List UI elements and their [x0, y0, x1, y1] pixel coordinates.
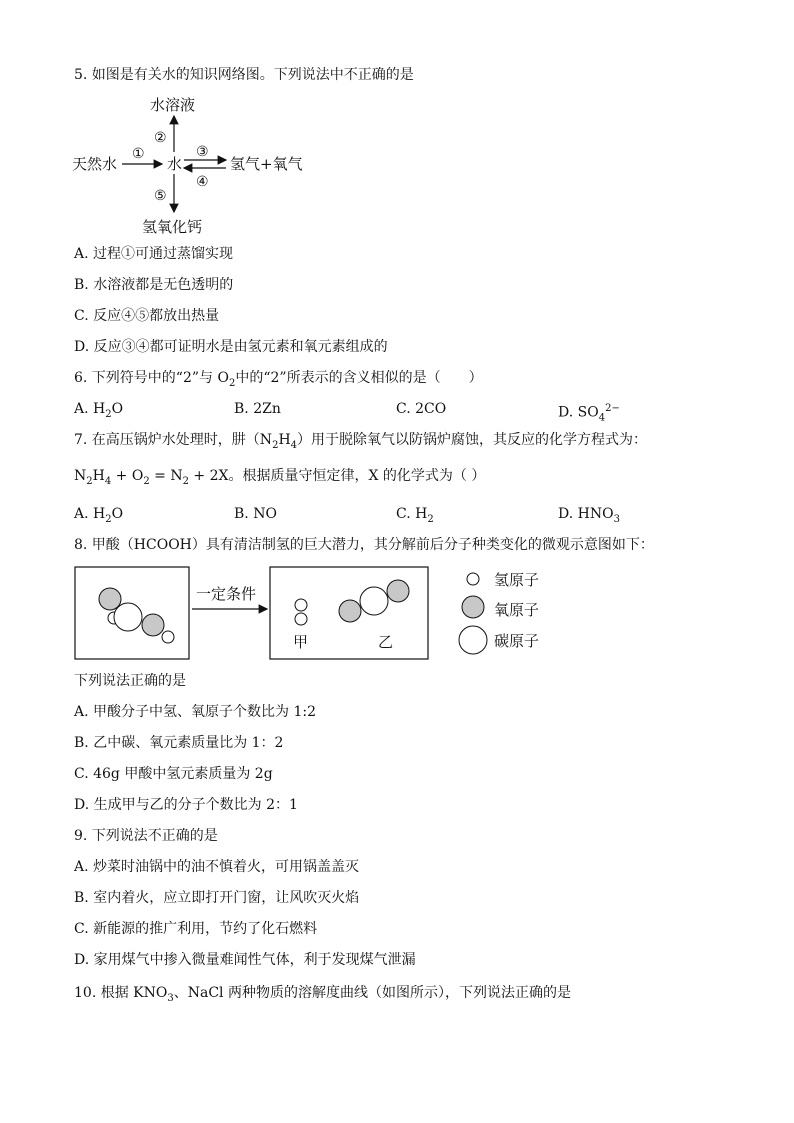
oxygen-atom	[99, 588, 121, 610]
q5-water-network-diagram	[70, 92, 320, 240]
q9-option-b: B. 室内着火，应立即打开门窗，让风吹灭火焰	[74, 890, 360, 906]
legend-oxygen-icon	[462, 596, 484, 618]
legend-hydrogen-icon	[467, 573, 479, 585]
product-jia-label: 甲	[293, 633, 309, 651]
q8-lead: 下列说法正确的是	[74, 673, 186, 689]
num-2: ②	[154, 130, 167, 146]
q9-option-a: A. 炒菜时油锅中的油不慎着火，可用锅盖盖灭	[74, 859, 360, 875]
q8-option-d: D. 生成甲与乙的分子个数比为 2：1	[74, 797, 298, 813]
legend-hydrogen-label: 氢原子	[494, 571, 540, 589]
q5-option-c: C. 反应④⑤都放出热量	[74, 308, 220, 324]
q5-stem: 5. 如图是有关水的知识网络图。下列说法中不正确的是	[74, 67, 414, 83]
q7-stem: 7. 在高压锅炉水处理时，肼$(N_2H_4)$用于脱除氧气以防锅炉腐蚀，其反应的化学方程式为：	[74, 432, 648, 451]
num-1: ①	[132, 146, 145, 162]
product-yi-label: 乙	[378, 633, 394, 651]
q5-option-a: A. 过程①可通过蒸馏实现	[74, 246, 234, 262]
q9-stem: 9. 下列说法不正确的是	[74, 828, 218, 844]
hydrogen-atom	[162, 631, 174, 643]
oxygen-atom	[387, 580, 409, 602]
diagram-left-label: 天然水	[72, 155, 118, 173]
diagram-bottom-label: 氢氧化钙	[142, 218, 203, 236]
q7-option-c: C. $H_2$	[396, 506, 434, 525]
carbon-atom	[360, 587, 388, 615]
diagram-top-label: 水溶液	[150, 96, 196, 114]
hydrogen-atom	[295, 613, 307, 625]
carbon-atom	[114, 603, 142, 631]
diagram-center-label: 水	[167, 155, 183, 173]
q10-stem: 10. 根据 $KNO_3$、NaCl 两种物质的溶解度曲线（如图所示），下列说法正确的是	[74, 985, 571, 1004]
q9-option-c: C. 新能源的推广利用，节约了化石燃料	[74, 921, 318, 937]
num-5: ⑤	[154, 188, 167, 204]
num-4: ④	[196, 174, 209, 190]
q8-stem: 8. 甲酸（HCOOH）具有清洁制氢的巨大潜力，其分解前后分子种类变化的微观示意图如下：	[74, 537, 654, 553]
q8-option-b: B. 乙中碳、氧元素质量比为 1：2	[74, 735, 284, 751]
q7-equation: $N_2H_4 + O_2 = N_2 + 2X$。根据质量守恒定律，X 的化学式为（ ）	[74, 468, 486, 487]
q6-option-c: C. 2CO	[396, 401, 447, 417]
hydrogen-atom	[295, 599, 307, 611]
q7-option-b: B. NO	[234, 506, 277, 522]
q7-option-d: D. $HNO_3$	[558, 506, 620, 525]
q6-option-a: A. $H_2O$	[74, 401, 124, 420]
oxygen-atom	[142, 614, 164, 636]
legend-oxygen-label: 氧原子	[494, 601, 540, 619]
q6-option-b: B. 2Zn	[234, 401, 281, 417]
legend-carbon-label: 碳原子	[494, 632, 540, 650]
num-3: ③	[196, 144, 209, 160]
arrow-condition-label: 一定条件	[196, 585, 257, 603]
oxygen-atom	[339, 600, 361, 622]
q6-option-d: D. $SO_4^{2-}$	[558, 403, 620, 424]
legend-carbon-icon	[459, 626, 487, 654]
q5-option-b: B. 水溶液都是无色透明的	[74, 277, 234, 293]
diagram-right-label: 氢气+氧气	[230, 155, 303, 173]
q5-option-d: D. 反应③④都可证明水是由氢元素和氧元素组成的	[74, 339, 388, 355]
q9-option-d: D. 家用煤气中掺入微量难闻性气体，利于发现煤气泄漏	[74, 952, 416, 968]
q8-molecule-diagram	[70, 563, 560, 663]
q8-option-c: C. 46g 甲酸中氢元素质量为 2g	[74, 766, 273, 782]
q7-option-a: A. $H_2O$	[74, 506, 124, 525]
q6-stem: 6. 下列符号中的“2”与 $O_2$中的“2”所表示的含义相似的是（ ）	[74, 370, 483, 389]
q8-option-a: A. 甲酸分子中氢、氧原子个数比为 1:2	[74, 704, 316, 720]
